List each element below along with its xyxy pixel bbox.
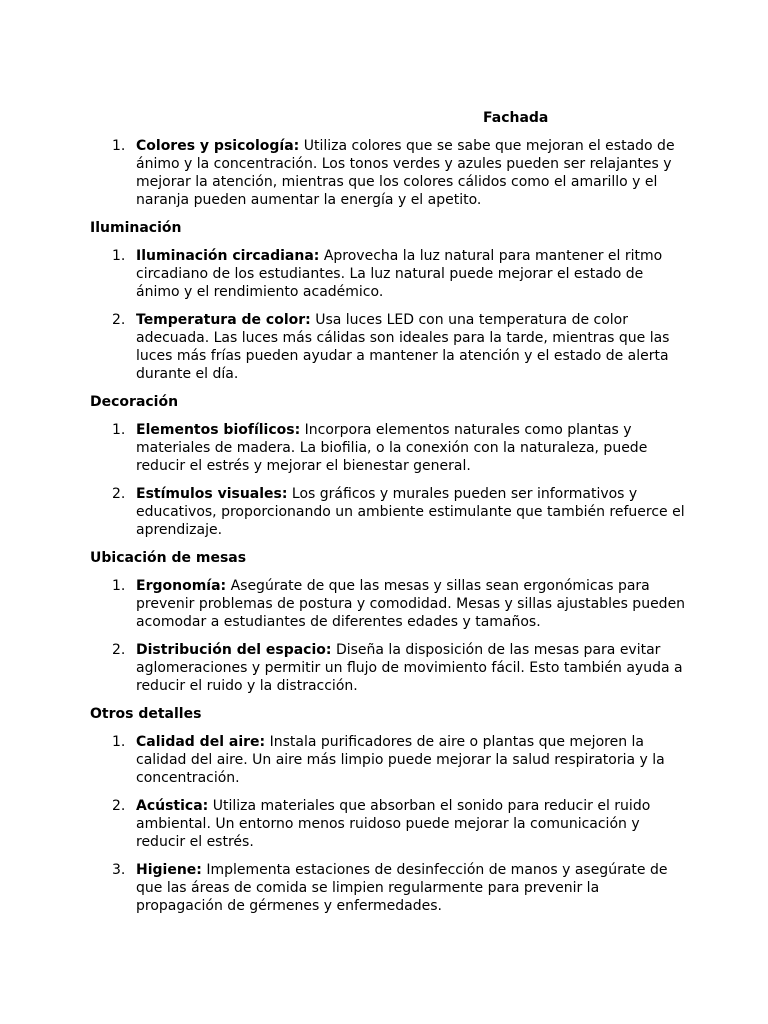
item-term: Elementos biofílicos: <box>136 422 301 438</box>
list-number: 1. <box>112 248 126 264</box>
list-item <box>90 733 690 787</box>
list-item <box>90 311 690 383</box>
iluminacion-list <box>90 247 690 383</box>
otros-detalles-list <box>90 733 690 915</box>
list-item <box>90 577 690 631</box>
item-text: Diseña la disposición de las mesas para evitar aglomeraciones y permitir un flujo de movimiento fácil. Esto también ayuda a reducir el ruido y la distracción. <box>136 642 683 694</box>
ubicacion-list <box>90 577 690 695</box>
item-term: Acústica: <box>136 798 209 814</box>
section-heading-iluminacion: Iluminación <box>90 220 182 236</box>
item-text: Los gráficos y murales pueden ser informativos y educativos, proporcionando un ambiente estimulante que también refuerce el aprendizaje. <box>136 486 685 538</box>
item-text: Aprovecha la luz natural para mantener el ritmo circadiano de los estudiantes. La luz natural puede mejorar el estado de ánimo y el rendimiento académico. <box>136 248 663 300</box>
item-term: Distribución del espacio: <box>136 642 332 658</box>
item-term: Calidad del aire: <box>136 734 266 750</box>
item-text: Incorpora elementos naturales como plantas y materiales de madera. La biofilia, o la conexión con la naturaleza, puede reducir el estrés y mejorar el bienestar general. <box>136 422 648 474</box>
item-text: Usa luces LED con una temperatura de color adecuada. Las luces más cálidas son ideales para la tarde, mientras que las luces más frías pueden ayudar a mantener la atención y el estado de alerta durante el día. <box>136 312 670 382</box>
section-heading-decoracion: Decoración <box>90 394 179 410</box>
item-term: Temperatura de color: <box>136 312 311 328</box>
list-number: 1. <box>112 578 126 594</box>
document-page <box>90 109 690 925</box>
section-heading-otros-detalles: Otros detalles <box>90 706 202 722</box>
document-title: Fachada <box>483 110 549 126</box>
item-term: Iluminación circadiana: <box>136 248 320 264</box>
list-item <box>90 137 690 209</box>
list-number: 2. <box>112 312 126 328</box>
item-term: Estímulos visuales: <box>136 486 288 502</box>
item-term: Higiene: <box>136 862 202 878</box>
list-number: 2. <box>112 486 126 502</box>
item-text: Utiliza materiales que absorban el sonido para reducir el ruido ambiental. Un entorno menos ruidoso puede mejorar la comunicación y reducir el estrés. <box>136 798 651 850</box>
list-item <box>90 421 690 475</box>
item-term: Ergonomía: <box>136 578 227 594</box>
intro-list <box>90 137 690 209</box>
list-number: 1. <box>112 734 126 750</box>
list-number: 3. <box>112 862 126 878</box>
item-text: Implementa estaciones de desinfección de manos y asegúrate de que las áreas de comida se limpien regularmente para prevenir la propagación de gérmenes y enfermedades. <box>136 862 668 914</box>
decoracion-list <box>90 421 690 539</box>
list-number: 2. <box>112 798 126 814</box>
item-term: Colores y psicología: <box>136 138 300 154</box>
item-text: Utiliza colores que se sabe que mejoran el estado de ánimo y la concentración. Los tonos verdes y azules pueden ser relajantes y mejorar la atención, mientras que los colores cálidos como el amarillo y el naranja pueden aumentar la energía y el apetito. <box>136 138 675 208</box>
list-item <box>90 641 690 695</box>
item-text: Instala purificadores de aire o plantas que mejoren la calidad del aire. Un aire más limpio puede mejorar la salud respiratoria y la concentración. <box>136 734 665 786</box>
list-item <box>90 861 690 915</box>
list-number: 2. <box>112 642 126 658</box>
list-number: 1. <box>112 138 126 154</box>
list-item <box>90 485 690 539</box>
list-item <box>90 797 690 851</box>
item-text: Asegúrate de que las mesas y sillas sean ergonómicas para prevenir problemas de postura y comodidad. Mesas y sillas ajustables pueden acomodar a estudiantes de diferentes edades y tamaños. <box>136 578 686 630</box>
list-item <box>90 247 690 301</box>
list-number: 1. <box>112 422 126 438</box>
section-heading-ubicacion-de-mesas: Ubicación de mesas <box>90 550 247 566</box>
